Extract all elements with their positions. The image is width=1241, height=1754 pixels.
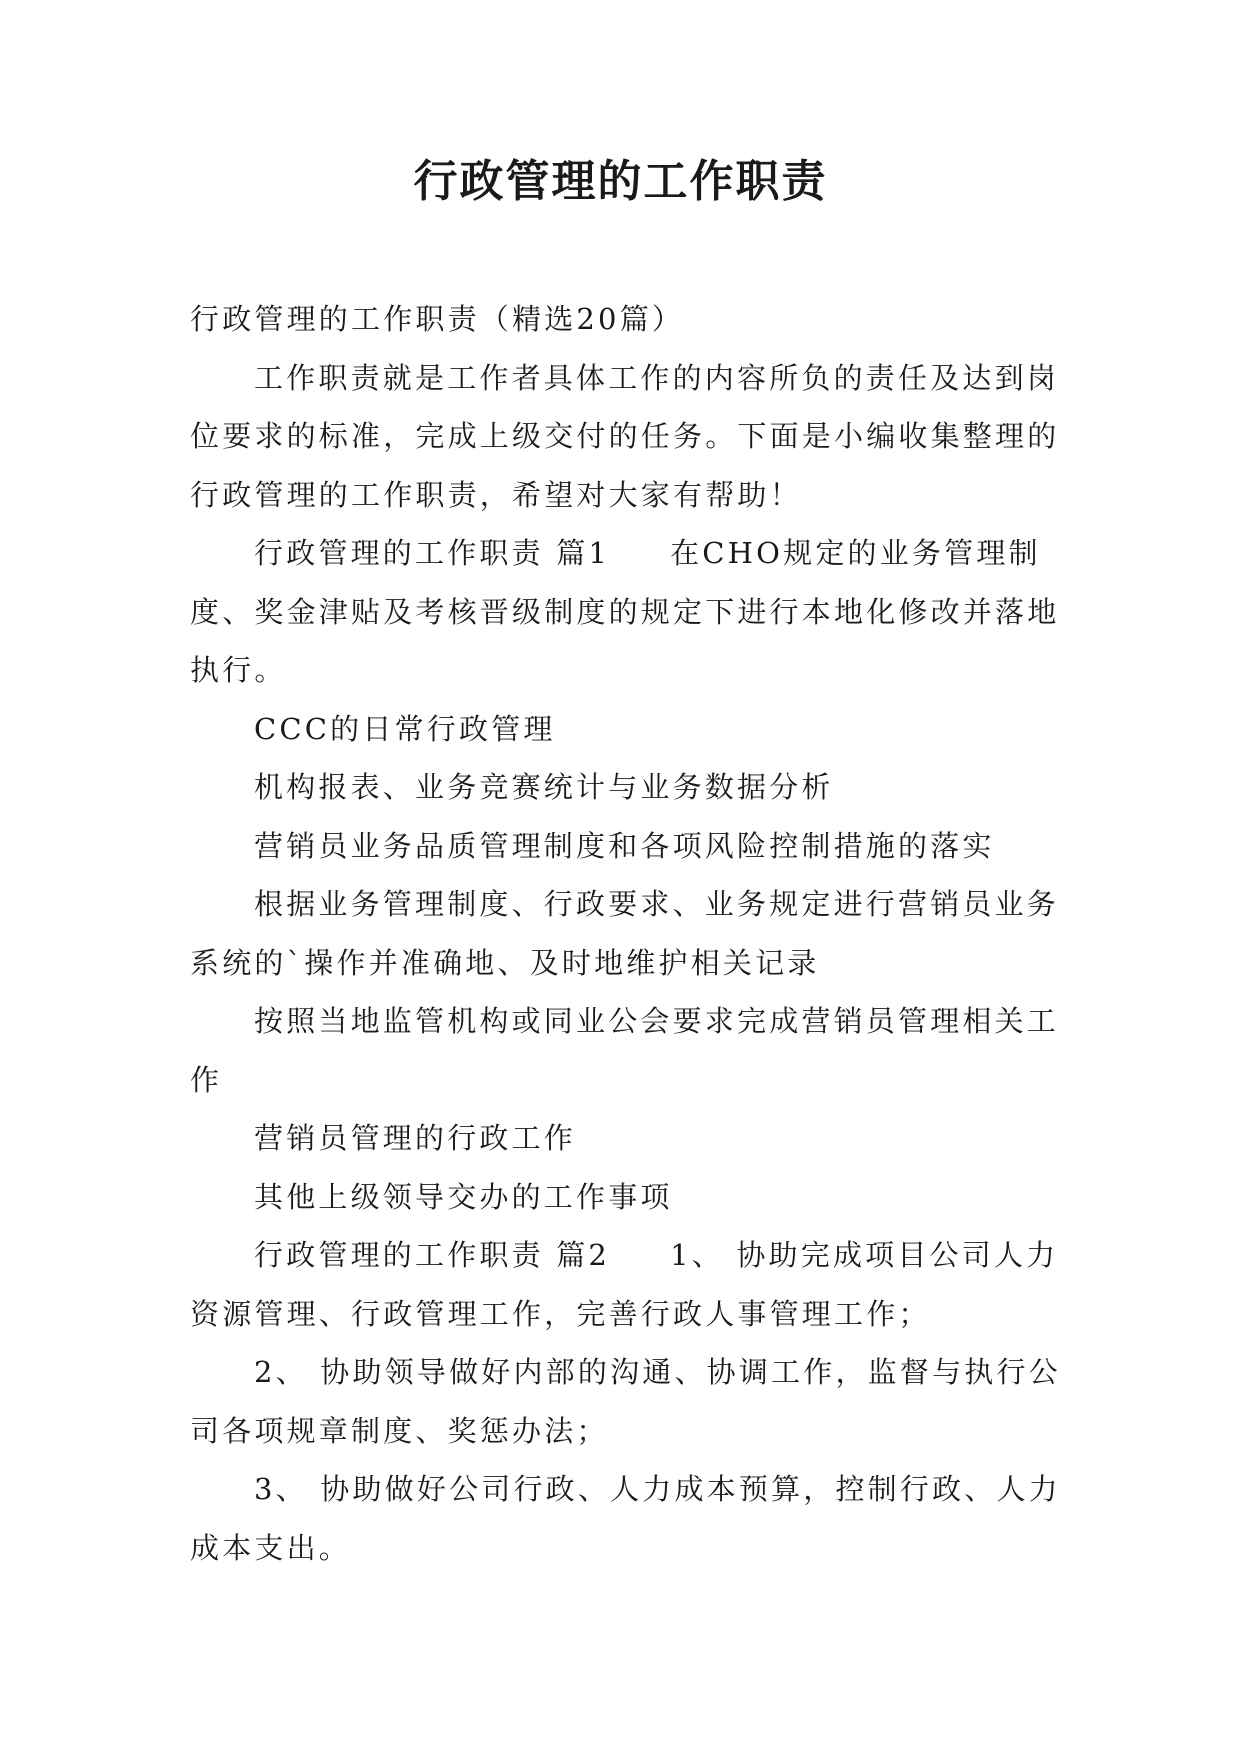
section-2-paragraph bbox=[190, 1226, 1062, 1343]
section-2-heading: 行政管理的工作职责 篇2 bbox=[254, 1238, 611, 1272]
duty-item: CCC的日常行政管理 bbox=[254, 711, 556, 746]
numbered-item: 3、 协助做好公司行政、人力成本预算，控制行政、人力成本支出。 bbox=[190, 1472, 1061, 1565]
section-1-heading: 行政管理的工作职责 篇1 bbox=[254, 536, 611, 570]
duty-item: 根据业务管理制度、行政要求、业务规定进行营销员业务系统的`操作并准确地、及时地维护相关记录 bbox=[190, 887, 1060, 980]
document-title: 行政管理的工作职责 bbox=[413, 156, 828, 207]
duty-item: 营销员业务品质管理制度和各项风险控制措施的落实 bbox=[254, 828, 995, 863]
section-2-text: 1、 协助完成项目公司人力资源管理、行政管理工作，完善行政人事管理工作； bbox=[190, 1238, 1059, 1331]
document-body bbox=[190, 290, 1062, 1577]
duty-item: 按照当地监管机构或同业公会要求完成营销员管理相关工作 bbox=[190, 1004, 1060, 1097]
duty-item: 其他上级领导交办的工作事项 bbox=[254, 1179, 673, 1214]
numbered-item: 2、 协助领导做好内部的沟通、协调工作，监督与执行公司各项规章制度、奖惩办法； bbox=[190, 1355, 1061, 1448]
section-1-paragraph bbox=[190, 524, 1062, 700]
intro-paragraph: 工作职责就是工作者具体工作的内容所负的责任及达到岗位要求的标准，完成上级交付的任务。下面是小编收集整理的行政管理的工作职责，希望对大家有帮助！ bbox=[190, 360, 1060, 512]
duty-item: 营销员管理的行政工作 bbox=[254, 1121, 577, 1155]
subtitle-paragraph: 行政管理的工作职责（精选20篇） bbox=[190, 302, 685, 336]
duty-item: 机构报表、业务竞赛统计与业务数据分析 bbox=[254, 770, 834, 804]
section-1-text: 在CHO规定的业务管理制度、奖金津贴及考核晋级制度的规定下进行本地化修改并落地执行。 bbox=[190, 536, 1060, 687]
